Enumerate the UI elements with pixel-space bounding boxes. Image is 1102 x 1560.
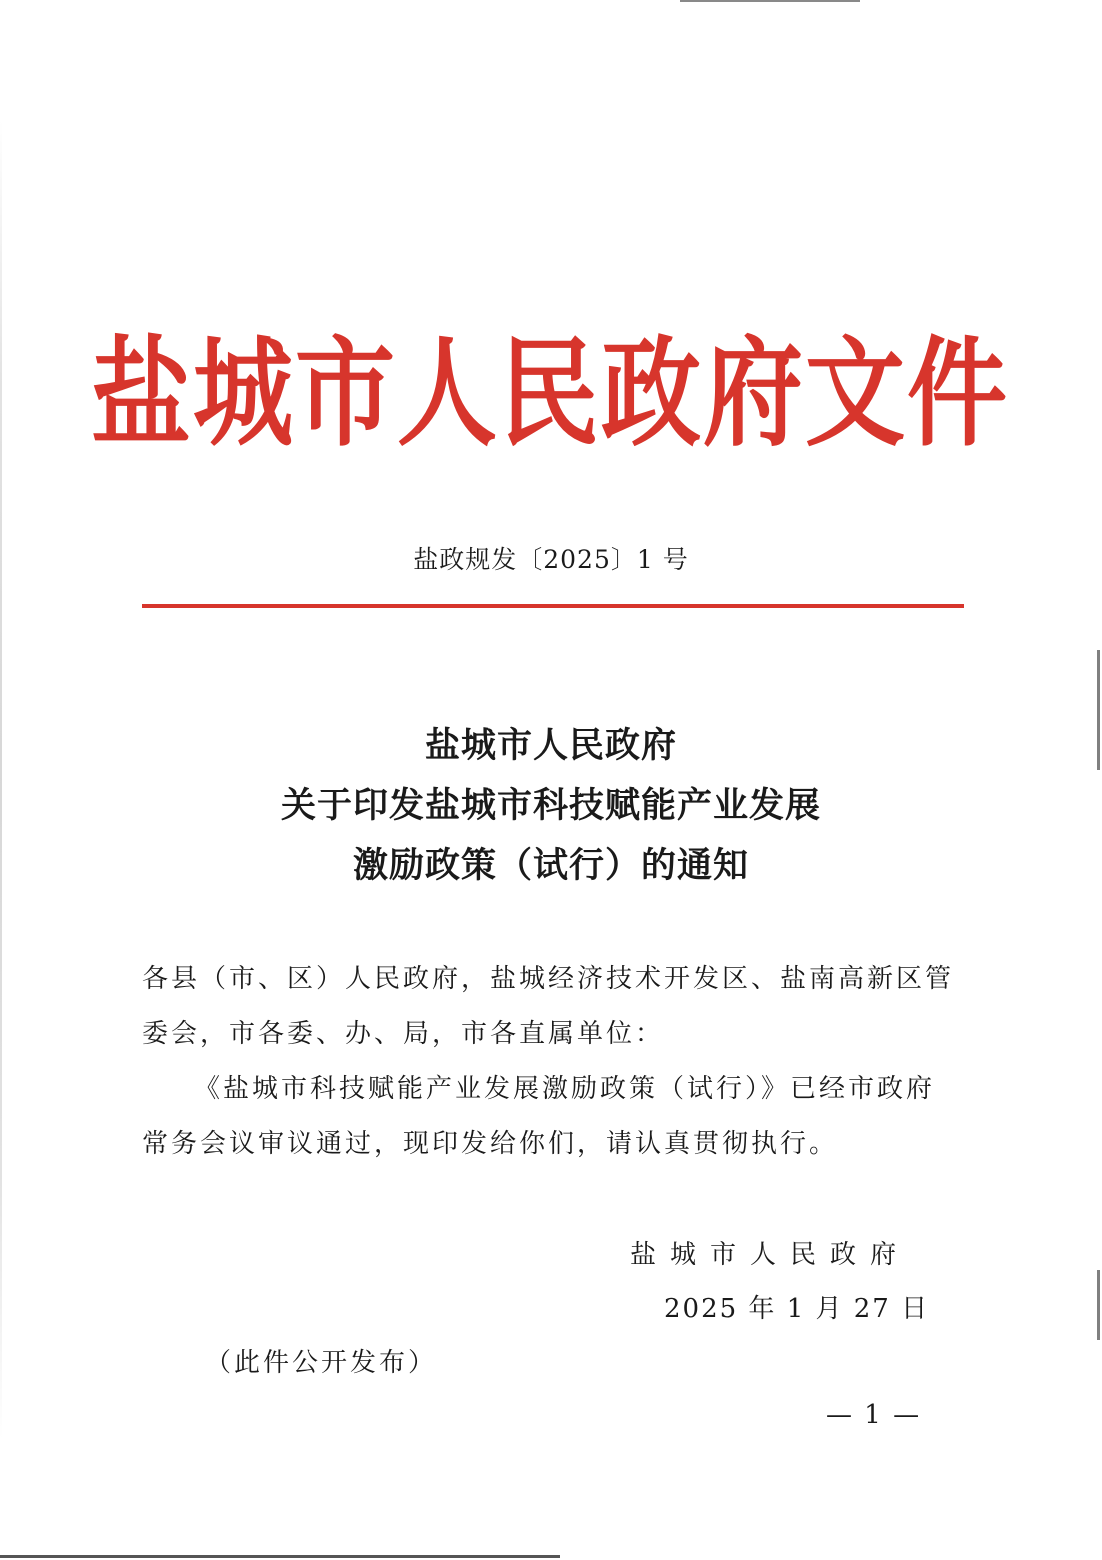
- scan-edge-right-lower: [1097, 1270, 1100, 1340]
- recipients-paragraph: 各县（市、区）人民政府，盐城经济技术开发区、盐南高新区管委会，市各委、办、局，市各直属单位：: [142, 964, 955, 1049]
- body-paragraph: 《盐城市科技赋能产业发展激励政策（试行）》已经市政府常务会议审议通过，现印发给你们，请认真贯彻执行。: [142, 1074, 936, 1159]
- document-number: 盐政规发〔2025〕1 号: [413, 545, 689, 574]
- document-title: [0, 716, 1102, 896]
- red-masthead: 盐城市人民政府文件: [91, 323, 1009, 464]
- publish-note: （此件公开发布）: [205, 1348, 438, 1378]
- issue-date: 2025 年 1 月 27 日: [664, 1294, 930, 1324]
- page-number: — 1 —: [826, 1400, 922, 1430]
- title-line-3: 激励政策（试行）的通知: [352, 845, 749, 886]
- issuer-signature: 盐城市人民政府: [630, 1240, 911, 1270]
- scan-edge-bottom: [0, 1555, 560, 1558]
- document-body: [142, 952, 958, 1172]
- title-line-2: 关于印发盐城市科技赋能产业发展: [280, 785, 821, 826]
- scan-edge-top: [680, 0, 860, 2]
- red-divider-line: [142, 604, 964, 608]
- title-line-1: 盐城市人民政府: [424, 725, 677, 766]
